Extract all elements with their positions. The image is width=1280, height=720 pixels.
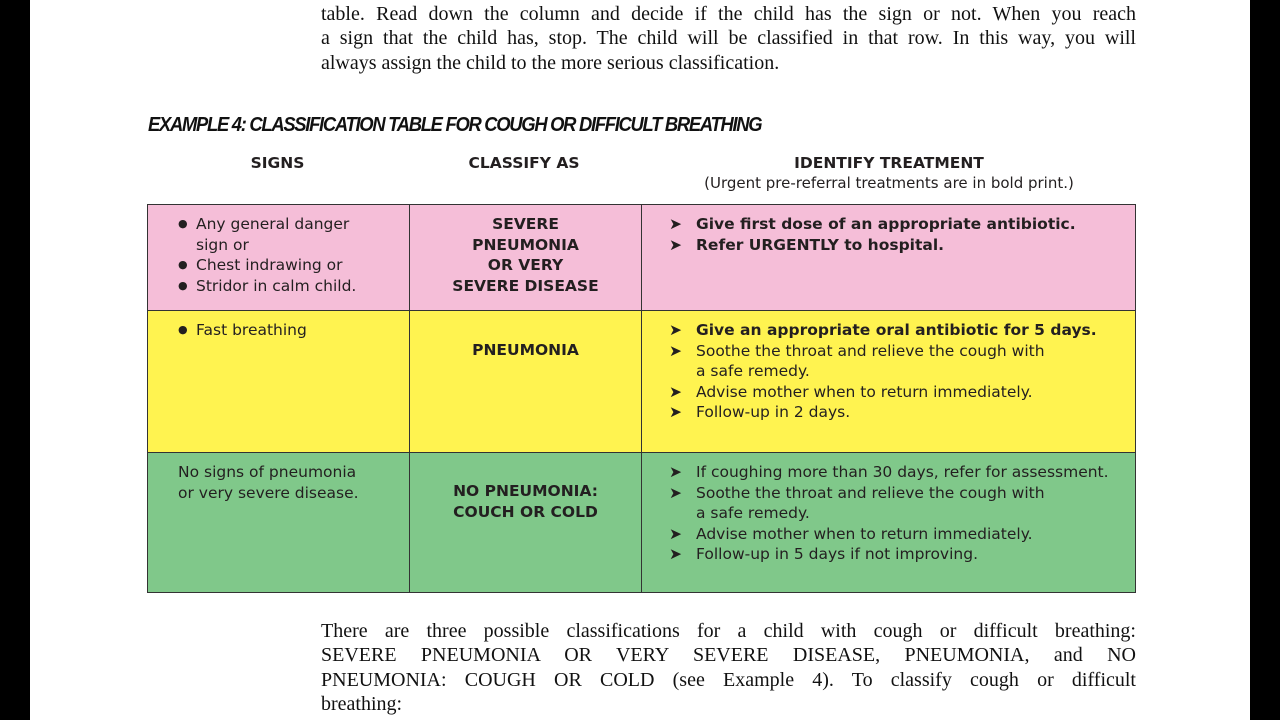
text-line: always assign the child to the more serious classification. <box>321 51 780 74</box>
table-row-pneumonia <box>148 311 1136 453</box>
signs-cell <box>148 311 410 453</box>
text-line: a sign that the child has, stop. The child will be classified in that row. In this way, you will <box>321 27 1136 50</box>
treatment-item: Give first dose of an appropriate antibiotic. <box>696 215 1076 233</box>
treatment-item: Follow-up in 2 days. <box>696 403 851 421</box>
treatment-item: Follow-up in 5 days if not improving. <box>696 545 978 563</box>
treatment-item-cont: a safe remedy. <box>696 504 810 522</box>
arrow-icon: ➤ <box>669 215 682 233</box>
text-line: PNEUMONIA: COUGH OR COLD (see Example 4). To classify cough or difficult <box>321 668 1136 691</box>
sign-item: ● Chest indrawing or <box>196 256 343 274</box>
classification-line: OR VERY <box>487 256 564 274</box>
arrow-icon: ➤ <box>669 545 682 563</box>
classification-table <box>147 204 1136 593</box>
arrow-icon: ➤ <box>669 341 682 360</box>
table-row-severe <box>148 205 1136 311</box>
header-classify: CLASSIFY AS <box>468 154 580 172</box>
text-line: SEVERE PNEUMONIA OR VERY SEVERE DISEASE, PNEUMONIA, and NO <box>321 644 1136 667</box>
intro-paragraph <box>321 2 1136 75</box>
text-line: table. Read down the column and decide if the child has the sign or not. When you reach <box>321 3 1136 25</box>
header-signs: SIGNS <box>250 154 305 172</box>
outro-paragraph <box>321 619 1136 716</box>
classification-line: SEVERE DISEASE <box>452 276 599 295</box>
example-title: EXAMPLE 4: CLASSIFICATION TABLE FOR COUGH OR DIFFICULT BREATHING <box>148 114 762 136</box>
treatment-item: Refer URGENTLY to hospital. <box>696 235 945 254</box>
classification-cell <box>410 453 642 593</box>
arrow-icon: ➤ <box>669 483 682 502</box>
sign-line: No signs of pneumonia <box>178 463 357 481</box>
treatment-cell <box>642 453 1136 593</box>
classification-line: PNEUMONIA <box>472 235 579 254</box>
classification-line: COUCH OR COLD <box>453 502 598 521</box>
arrow-icon: ➤ <box>669 403 682 421</box>
arrow-icon: ➤ <box>669 321 682 339</box>
classification-cell <box>410 205 642 311</box>
sign-item: ● Fast breathing <box>196 321 307 339</box>
treatment-cell <box>642 311 1136 453</box>
text-line: breathing: <box>321 692 403 715</box>
treatment-item: Advise mother when to return immediately. <box>696 524 1033 543</box>
document-page <box>30 0 1250 720</box>
header-treatment: IDENTIFY TREATMENT <box>794 154 984 172</box>
treatment-item: If coughing more than 30 days, refer for assessment. <box>696 463 1109 481</box>
arrow-icon: ➤ <box>669 524 682 543</box>
classification-line: SEVERE <box>492 215 559 233</box>
header-treatment-note: (Urgent pre-referral treatments are in bold print.) <box>704 174 1074 192</box>
sign-item: ● Stridor in calm child. <box>196 276 357 295</box>
signs-cell <box>148 453 410 593</box>
signs-cell <box>148 205 410 311</box>
arrow-icon: ➤ <box>669 382 682 401</box>
treatment-item: Give an appropriate oral antibiotic for 5 days. <box>696 321 1097 339</box>
arrow-icon: ➤ <box>669 235 682 254</box>
classification-line: NO PNEUMONIA: <box>453 482 598 500</box>
treatment-item: Soothe the throat and relieve the cough with <box>696 483 1045 502</box>
table-row-no-pneumonia <box>148 453 1136 593</box>
sign-item-cont: sign or <box>196 235 249 254</box>
treatment-item: Soothe the throat and relieve the cough with <box>696 341 1045 360</box>
treatment-item: Advise mother when to return immediately. <box>696 382 1033 401</box>
treatment-item-cont: a safe remedy. <box>696 362 810 380</box>
text-line: There are three possible classifications for a child with cough or difficult breathing: <box>321 620 1136 642</box>
treatment-cell <box>642 205 1136 311</box>
classification-cell <box>410 311 642 453</box>
sign-item: ● Any general danger <box>196 215 350 233</box>
arrow-icon: ➤ <box>669 463 682 481</box>
classification-line: PNEUMONIA <box>472 341 579 359</box>
sign-line: or very severe disease. <box>178 483 359 502</box>
